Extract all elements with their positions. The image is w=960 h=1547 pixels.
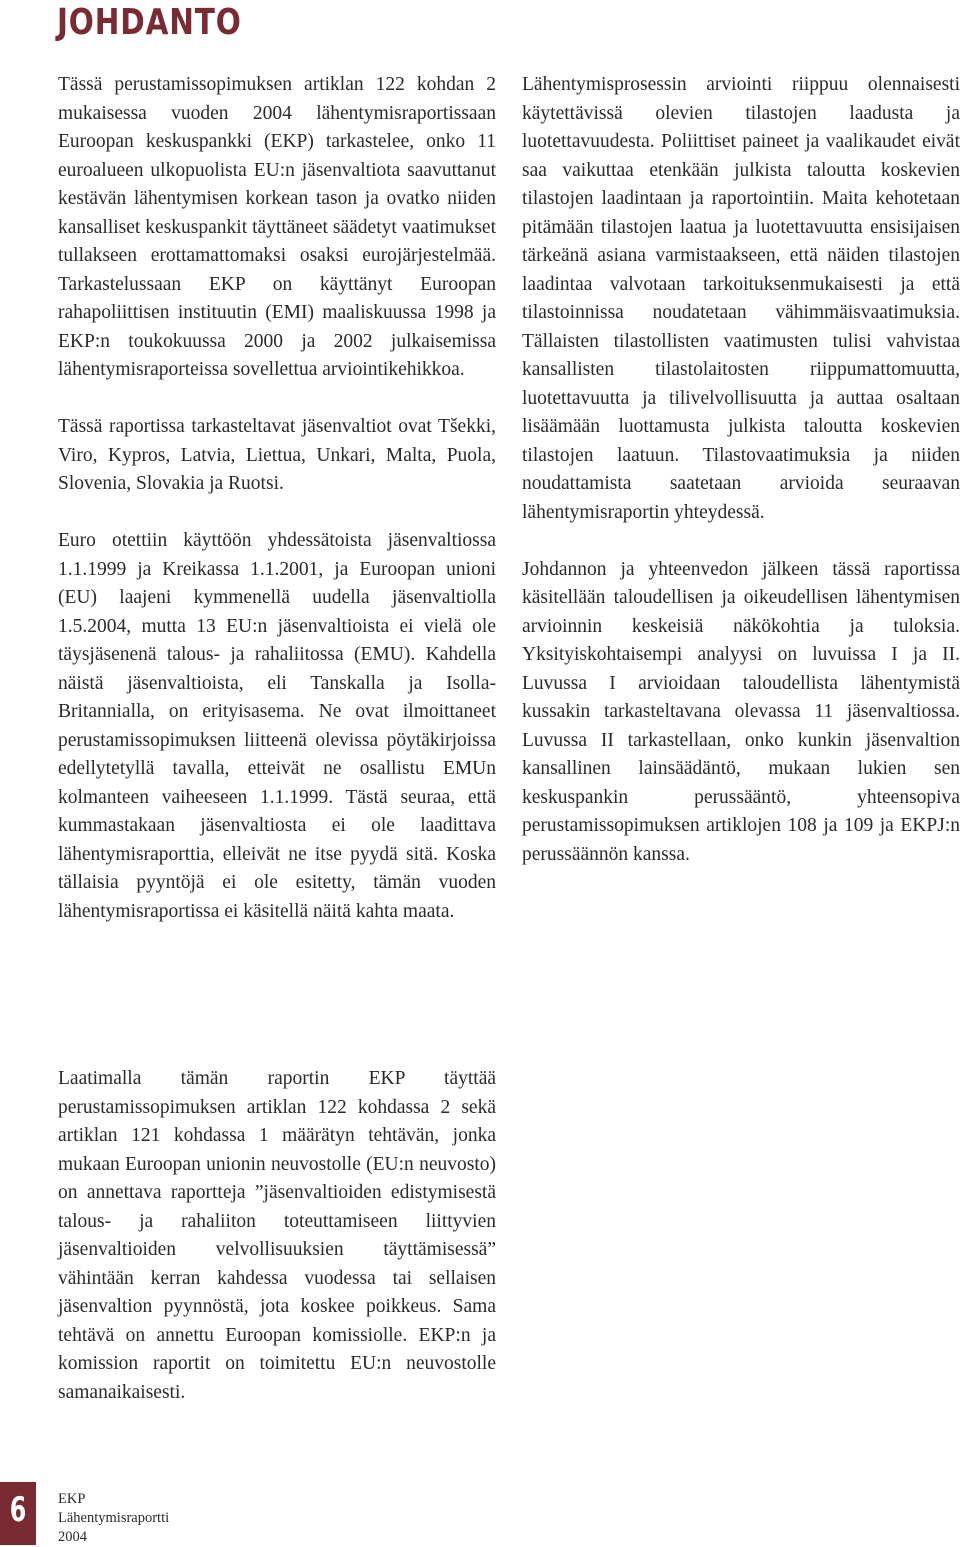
footer-line-publisher: EKP xyxy=(58,1491,86,1507)
page-number: 6 xyxy=(9,1490,27,1530)
paragraph: Tässä raportissa tarkasteltavat jäsenvaltiot ovat Tšekki, Viro, Kypros, Latvia, Liettua, Unkari, Malta, Puola, Slovenia, Slovakia ja Ruotsi. xyxy=(58,416,496,494)
right-column xyxy=(522,71,960,869)
bottom-left-column xyxy=(58,1065,496,1407)
left-column xyxy=(58,71,496,926)
paragraph: Tässä perustamissopimuksen artiklan 122 kohdan 2 mukaisessa vuoden 2004 lähentymisraportissaan Euroopan keskuspankki (EKP) tarkastelee, onko 11 euroalueen ulkopuolista EU:n jäsenvaltiota saavuttanut kestävän lähentymisen korkean tason ja ovatko niiden kansalliset keskuspankit täyttäneet säädetyt vaatimukset tullakseen erottamattomaksi osaksi eurojärjestelmää. Tarkastelussaan EKP on käyttänyt Euroopan rahapoliittisen instituutin (EMI) maaliskuussa 1998 ja EKP:n toukokuussa 2000 ja 2002 julkaisemissa lähentymisraporteissa sovellettua arviointikehikkoa. xyxy=(58,74,496,380)
page-title: JOHDANTO xyxy=(57,2,242,43)
footer-line-year: 2004 xyxy=(58,1529,87,1545)
paragraph: Lähentymisprosessin arviointi riippuu olennaisesti käytettävissä olevien tilastojen laadusta ja luotettavuudesta. Poliittiset paineet ja vaalikaudet eivät saa vaikuttaa etenkään julkista taloutta koskevien tilastojen laadintaan ja raportointiin. Maita kehotetaan pitämään tilastojen laatua ja luotettavuutta ensisijaisen tärkeänä asiana varmistaakseen, että näiden tilastojen laadintaa valvotaan tarkoituksenmukaisesti ja että tilastoinnissa noudatetaan vähimmäisvaatimuksia. Tällaisten tilastollisten vaatimusten tulisi vahvistaa kansallisten tilastolaitosten riippumattomuutta, luotettavuutta ja tilivelvollisuutta ja auttaa osaltaan lisäämään luottamusta julkista taloutta koskevien tilastojen laatuun. Tilastovaatimuksia ja niiden noudattamista saatetaan arvioida seuraavan lähentymisraportin yhteydessä. xyxy=(522,74,960,523)
footer-line-report: Lähentymisraportti xyxy=(58,1510,170,1526)
footer-running-title xyxy=(58,1490,169,1547)
paragraph: Laatimalla tämän raportin EKP täyttää perustamissopimuksen artiklan 122 kohdassa 2 sekä artiklan 121 kohdassa 1 määrätyn tehtävän, jonka mukaan Euroopan unionin neuvostolle (EU:n neuvosto) on annettava raportteja ”jäsenvaltioiden edistymisestä talous- ja rahaliiton toteuttamiseen liittyvien jäsenvaltioiden velvollisuuksien täyttämisessä” vähintään kerran kahdessa vuodessa tai sellaisen jäsenvaltion pyynnöstä, jota koskee poikkeus. Sama tehtävä on annettu Euroopan komissiolle. EKP:n ja komission raportit on toimitettu EU:n neuvostolle samanaikaisesti. xyxy=(58,1068,496,1403)
paragraph: Euro otettiin käyttöön yhdessätoista jäsenvaltiossa 1.1.1999 ja Kreikassa 1.1.2001, ja Euroopan unioni (EU) laajeni kymmenellä uudella jäsenvaltiolla 1.5.2004, mutta 13 EU:n jäsenvaltioista ei vielä ole täysjäsenenä talous- ja rahaliitossa (EMU). Kahdella näistä jäsenvaltioista, eli Tanskalla ja Isolla-Britannialla, on erityisasema. Ne ovat ilmoittaneet perustamissopimuksen liitteenä olevissa pöytäkirjoissa edellytetyllä tavalla, etteivät ne osallistu EMUn kolmanteen vaiheeseen 1.1.1999. Tästä seuraa, että kummastakaan jäsenvaltiosta ei ole laadittava lähentymisraporttia, elleivät ne itse pyydä sitä. Koska tällaisia pyyntöjä ei ole esitetty, tämän vuoden lähentymisraportissa ei käsitellä näitä kahta maata. xyxy=(58,530,496,922)
paragraph: Johdannon ja yhteenvedon jälkeen tässä raportissa käsitellään taloudellisen ja oikeudellisen lähentymisen arvioinnin keskeisiä näkökohtia ja tuloksia. Yksityiskohtaisempi analyysi on luvuissa I ja II. Luvussa I arvioidaan taloudellista lähentymistä kussakin tarkasteltavana olevassa 11 jäsenvaltiossa. Luvussa II tarkastellaan, onko kunkin jäsenvaltion kansallinen lainsäädäntö, mukaan lukien sen keskuspankin perussääntö, yhteensopiva perustamissopimuksen artiklojen 108 ja 109 ja EKPJ:n perussäännön kanssa. xyxy=(522,558,960,865)
